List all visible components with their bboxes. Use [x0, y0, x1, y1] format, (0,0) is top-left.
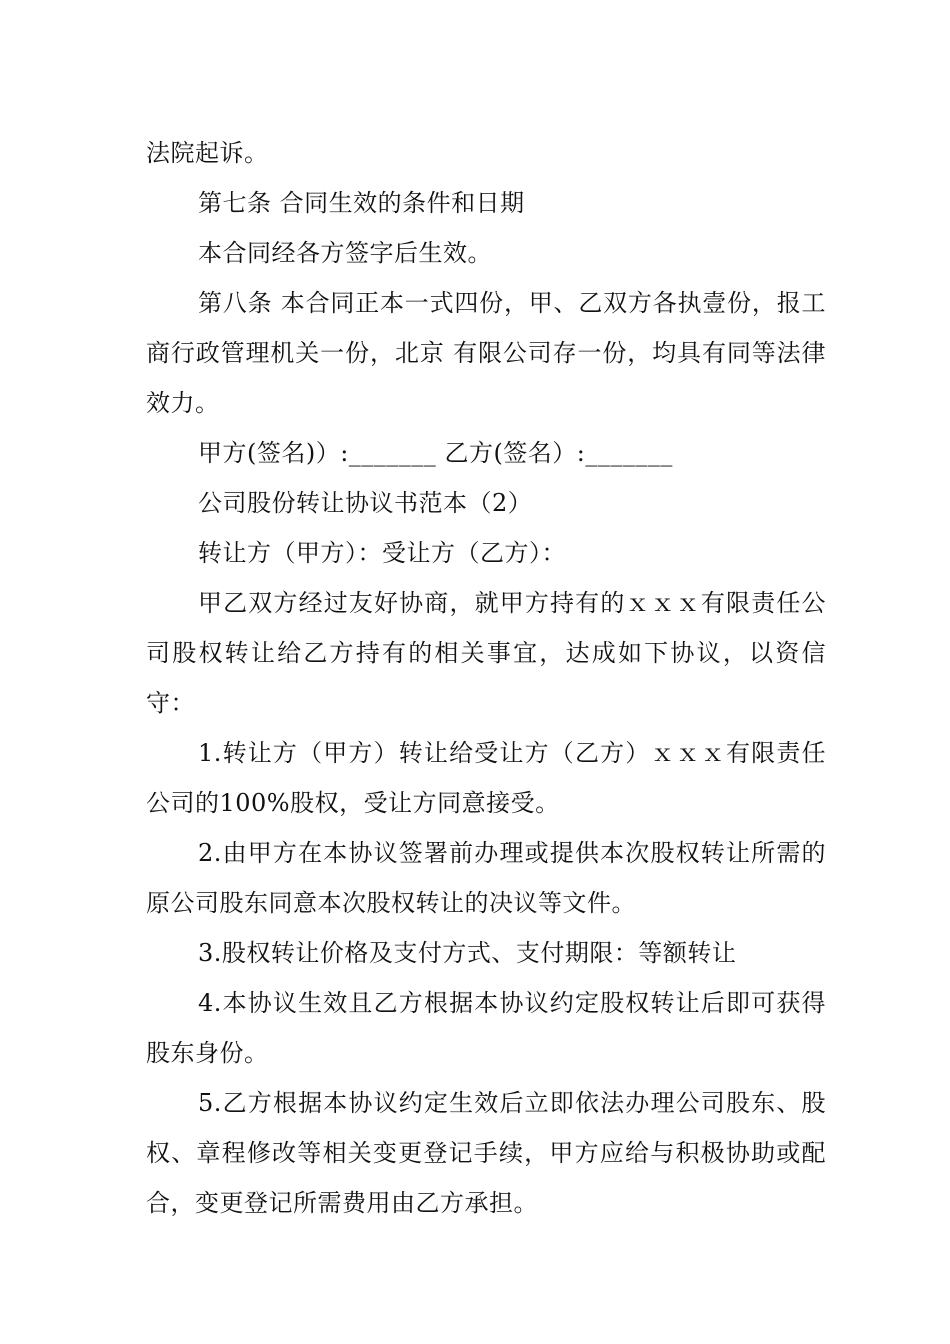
signature-line: 甲方(签名)）:_______ 乙方(签名）:_______	[198, 439, 673, 467]
clause-1: 1.转让方（甲方）转让给受让方（乙方）ｘｘｘ有限责任公司的100%股权，受让方同意接受。	[146, 739, 826, 817]
clause-5: 5.乙方根据本协议约定生效后立即依法办理公司股东、股权、章程修改等相关变更登记手续，甲方应给与积极协助或配合，变更登记所需费用由乙方承担。	[146, 1089, 826, 1217]
template-title: 公司股份转让协议书范本（2）	[198, 489, 533, 517]
agreement-intro: 甲乙双方经过友好协商，就甲方持有的ｘｘｘ有限责任公司股权转让给乙方持有的相关事宜，达成如下协议，以资信守：	[146, 589, 826, 717]
document-body	[146, 128, 826, 1228]
paragraph-court: 法院起诉。	[146, 139, 269, 167]
article-7-title: 第七条 合同生效的条件和日期	[198, 189, 525, 217]
article-8: 第八条 本合同正本一式四份，甲、乙双方各执壹份，报工商行政管理机关一份，北京 有限公司存一份，均具有同等法律效力。	[146, 289, 826, 417]
article-7-body: 本合同经各方签字后生效。	[198, 239, 492, 267]
clause-4: 4.本协议生效且乙方根据本协议约定股权转让后即可获得股东身份。	[146, 989, 826, 1067]
parties-line: 转让方（甲方）：受让方（乙方）：	[198, 539, 566, 567]
clause-2: 2.由甲方在本协议签署前办理或提供本次股权转让所需的原公司股东同意本次股权转让的决议等文件。	[146, 839, 826, 917]
clause-3: 3.股权转让价格及支付方式、支付期限：等额转让	[198, 939, 737, 967]
